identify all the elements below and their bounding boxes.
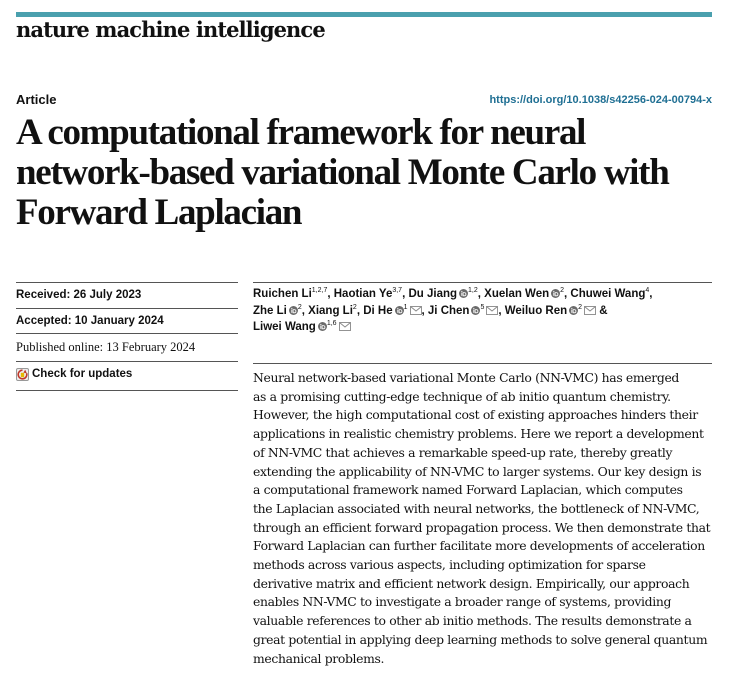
author-separator: , <box>301 304 309 317</box>
author-name[interactable]: Zhe Li <box>253 304 287 317</box>
published-date: Published online: 13 February 2024 <box>16 333 238 361</box>
check-for-updates-label: Check for updates <box>32 368 133 380</box>
check-for-updates-button[interactable] <box>16 361 238 391</box>
author-name[interactable]: Ruichen Li <box>253 288 312 300</box>
email-icon[interactable] <box>584 306 596 315</box>
author-name[interactable]: Du Jiang <box>408 288 458 300</box>
author-name[interactable]: Haotian Ye <box>333 288 393 300</box>
abstract-line: a computational framework named Forward Laplacian, which computes <box>253 482 683 498</box>
author-name[interactable]: Di He <box>363 304 393 317</box>
orcid-icon[interactable] <box>569 306 578 315</box>
doi-link[interactable]: https://doi.org/10.1038/s42256-024-00794-x <box>489 94 712 106</box>
author-name[interactable]: Ji Chen <box>427 304 470 317</box>
abstract-line: mechanical problems. <box>253 650 385 666</box>
abstract-line: applications in realistic chemistry problems. Here we report a development <box>253 426 704 442</box>
author-affiliation: 1,2,7 <box>311 287 328 294</box>
email-icon[interactable] <box>410 306 422 315</box>
article-title: A computational framework for neural network-based variational Monte Carlo with Forward Laplacian <box>16 112 669 233</box>
journal-name: nature machine intelligence <box>16 17 325 42</box>
abstract <box>253 369 713 668</box>
author-name[interactable]: Weiluo Ren <box>504 304 568 317</box>
author-affiliation: 2 <box>560 287 565 294</box>
author-separator: , <box>477 288 485 300</box>
author-name[interactable]: Xiang Li <box>308 304 353 317</box>
author-affiliation: 1,2 <box>468 287 478 294</box>
author-affiliation: 2 <box>578 303 583 311</box>
author-separator: , <box>402 288 409 300</box>
author-name[interactable]: Chuwei Wang <box>570 288 646 300</box>
email-icon[interactable] <box>486 306 498 315</box>
abstract-line: extending the applicability of NN-VMC to larger systems. Our key design is <box>253 463 702 479</box>
orcid-icon[interactable] <box>551 289 560 298</box>
abstract-line: the Laplacian associated with neural networks, the bottleneck of NN-VMC, <box>253 500 700 516</box>
article-type-label: Article <box>16 92 57 107</box>
author-affiliation: 3,7 <box>392 287 403 294</box>
author-separator: , <box>421 304 428 317</box>
abstract-line: derivative matrix and efficient network design. Empirically, our approach <box>253 575 690 591</box>
author-name[interactable]: Liwei Wang <box>253 321 316 333</box>
abstract-line: methods across various aspects, including optimization for sparse <box>253 557 646 573</box>
orcid-icon[interactable] <box>395 306 404 315</box>
abstract-line: Neural network-based variational Monte Carlo (NN-VMC) has emerged <box>253 370 680 385</box>
abstract-line: of NN-VMC that achieves a remarkable speed-up rate, thereby greatly <box>253 444 673 460</box>
abstract-line: great potential in applying deep learning methods to solve general quantum <box>253 631 708 647</box>
orcid-icon[interactable] <box>318 322 327 331</box>
author-separator: , <box>564 288 571 300</box>
abstract-line: Forward Laplacian can further facilitate more developments of acceleration <box>253 538 705 554</box>
abstract-line: enables NN-VMC to investigate a broader range of systems, providing <box>253 594 672 610</box>
abstract-top-divider <box>253 363 712 364</box>
abstract-line: through an efficient forward propagation process. We then demonstrate that <box>253 519 711 535</box>
abstract-line: as a promising cutting-edge technique of ab initio quantum chemistry. <box>253 388 671 404</box>
article-info-sidebar <box>16 282 238 391</box>
abstract-line: valuable references to other ab initio methods. The results demonstrate a <box>253 613 692 629</box>
orcid-icon[interactable] <box>289 306 298 315</box>
author-affiliation: 2 <box>297 303 302 311</box>
author-affiliation: 1,6 <box>326 320 337 327</box>
author-separator: , <box>327 288 334 300</box>
author-separator: , <box>649 288 653 300</box>
received-date: Received: 26 July 2023 <box>16 282 238 308</box>
author-name[interactable]: Xuelan Wen <box>484 288 550 300</box>
orcid-icon[interactable] <box>459 289 468 298</box>
author-list <box>253 286 712 336</box>
accepted-date: Accepted: 10 January 2024 <box>16 308 238 333</box>
author-separator: , <box>498 304 505 317</box>
abstract-line: However, the high computational cost of existing approaches hinders their <box>253 407 698 423</box>
author-affiliation: 1 <box>403 303 408 311</box>
author-affiliation: 2 <box>352 303 357 311</box>
author-separator: & <box>596 304 608 317</box>
author-separator: , <box>356 304 364 317</box>
author-affiliation: 4 <box>645 287 650 294</box>
authors-top-divider <box>253 282 712 283</box>
check-updates-icon <box>16 368 29 381</box>
author-affiliation: 5 <box>480 303 485 311</box>
email-icon[interactable] <box>339 322 351 331</box>
